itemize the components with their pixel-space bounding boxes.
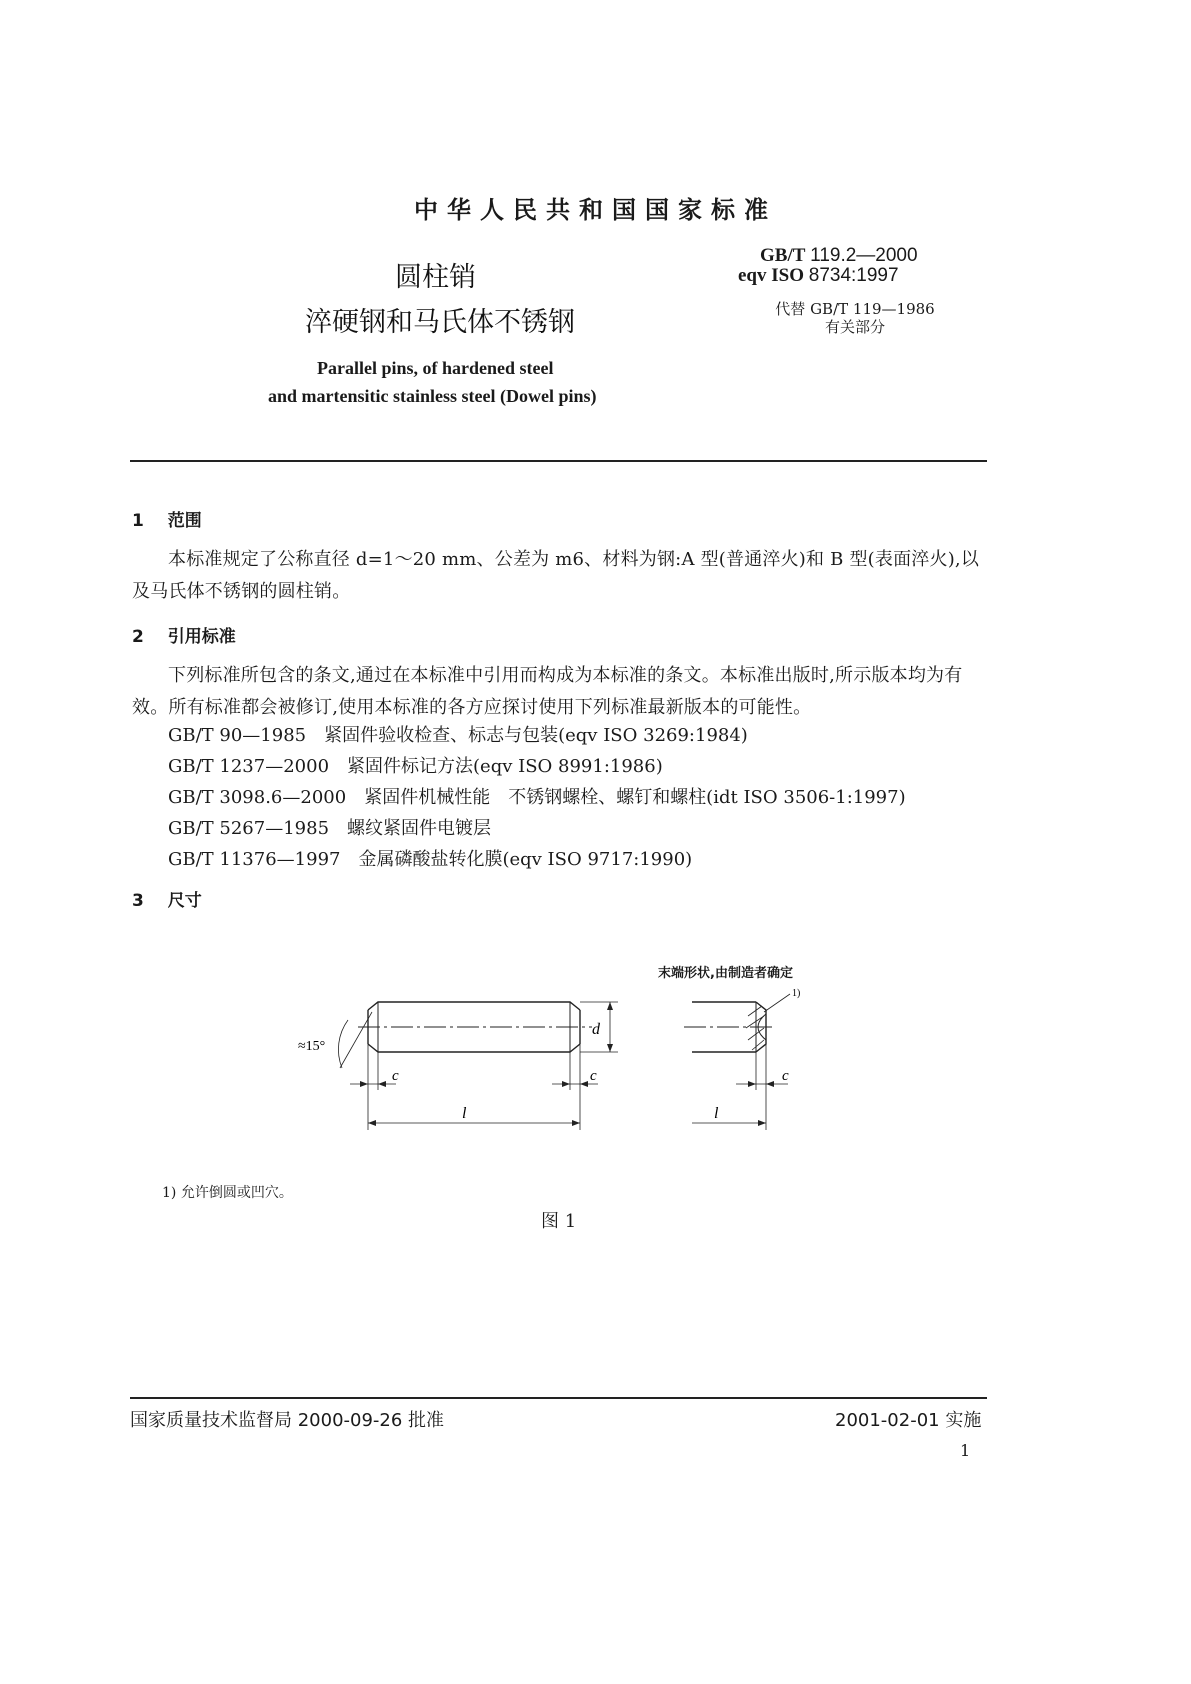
arrow-c-left xyxy=(360,1081,368,1087)
title-en-line1: Parallel pins, of hardened steel xyxy=(317,358,554,378)
arrow-detail-c-2 xyxy=(766,1081,774,1087)
section-2-heading xyxy=(132,622,236,647)
angle-arc xyxy=(338,1020,348,1068)
detail-l-label: l xyxy=(714,1105,719,1122)
d-label: d xyxy=(592,1021,600,1038)
national-standard-header: 中华人民共和国国家标准 xyxy=(414,196,777,224)
arrow-detail-c-1 xyxy=(748,1081,756,1087)
section-1-heading xyxy=(132,506,202,531)
scope-paragraph: 本标准规定了公称直径 d=1～20 mm、公差为 m6、材料为钢:A 型(普通淬火)和 B 型(表面淬火),以及马氏体不锈钢的圆柱销。 xyxy=(132,549,980,602)
footer-rule xyxy=(130,1397,987,1399)
arrow-detail-l xyxy=(758,1120,766,1126)
section-2-number: 2 xyxy=(132,627,144,647)
replaces-note xyxy=(770,300,940,336)
arrow-l-left xyxy=(368,1120,376,1126)
arrow-d-bottom xyxy=(607,1044,613,1052)
eqv-prefix: eqv ISO xyxy=(738,265,804,286)
figure-caption: 图 1 xyxy=(541,1211,577,1232)
section-3-number: 3 xyxy=(132,891,144,911)
note-marker: 1) xyxy=(792,988,801,999)
arrow-c-right-2 xyxy=(580,1081,588,1087)
section-2-title: 引用标准 xyxy=(167,627,236,647)
reference-item: GB/T 90—1985 紧固件验收检查、标志与包装(eqv ISO 3269:1984) xyxy=(168,725,748,746)
section-1-title: 范围 xyxy=(167,511,202,531)
standard-number: 119.2—2000 xyxy=(810,245,918,266)
c-label-right: c xyxy=(590,1068,597,1084)
page-number: 1 xyxy=(960,1441,971,1460)
replaces-line2: 有关部分 xyxy=(824,318,885,336)
title-zh-line1: 圆柱销 xyxy=(395,262,476,293)
equivalent-iso xyxy=(738,265,899,287)
pin-drawing xyxy=(280,980,840,1140)
arrow-l-right xyxy=(572,1120,580,1126)
section-3-title: 尺寸 xyxy=(167,891,202,911)
standard-prefix: GB/T xyxy=(760,245,806,266)
title-en-line2: and martensitic stainless steel (Dowel pins) xyxy=(268,386,597,406)
arrow-c-left-2 xyxy=(378,1081,386,1087)
reference-item: GB/T 3098.6—2000 紧固件机械性能 不锈钢螺栓、螺钉和螺柱(idt ISO 3506-1:1997) xyxy=(168,787,906,808)
c-label-left: c xyxy=(392,1068,399,1084)
angle-label: ≈15° xyxy=(298,1039,326,1054)
effective-date: 2001-02-01 实施 xyxy=(835,1410,982,1431)
pin-outline-bottom xyxy=(368,1044,580,1052)
references-paragraph: 下列标准所包含的条文,通过在本标准中引用而构成为本标准的条文。本标准出版时,所示版本均为有效。所有标准都会被修订,使用本标准的各方应探讨使用下列标准最新版本的可能性。 xyxy=(132,665,963,718)
reference-item: GB/T 5267—1985 螺纹紧固件电镀层 xyxy=(168,818,492,839)
section-1-number: 1 xyxy=(132,511,144,531)
reference-list xyxy=(168,720,988,875)
end-shape-label: 末端形状,由制造者确定 xyxy=(658,966,793,981)
angle-line-1 xyxy=(340,1012,372,1068)
detail-c-label: c xyxy=(782,1068,789,1084)
replaces-line1: 代替 GB/T 119—1986 xyxy=(775,300,935,318)
detail-end-hatch xyxy=(746,1006,764,1050)
eqv-number: 8734:1997 xyxy=(808,265,899,286)
arrow-d-top xyxy=(607,1002,613,1010)
reference-item: GB/T 1237—2000 紧固件标记方法(eqv ISO 8991:1986) xyxy=(168,756,663,777)
standard-code xyxy=(760,245,918,267)
pin-outline-top xyxy=(368,1002,580,1010)
arrow-c-right xyxy=(562,1081,570,1087)
reference-item: GB/T 11376—1997 金属磷酸盐转化膜(eqv ISO 9717:1990) xyxy=(168,849,693,870)
approval-line: 国家质量技术监督局 2000-09-26 批准 xyxy=(130,1410,445,1431)
figure-footnote: 1) 允许倒圆或凹穴。 xyxy=(162,1185,293,1201)
title-zh-line2: 淬硬钢和马氏体不锈钢 xyxy=(305,307,575,338)
detail-leader xyxy=(764,994,790,1012)
section-3-heading xyxy=(132,886,202,911)
header-rule xyxy=(130,460,987,462)
l-label: l xyxy=(462,1105,467,1122)
